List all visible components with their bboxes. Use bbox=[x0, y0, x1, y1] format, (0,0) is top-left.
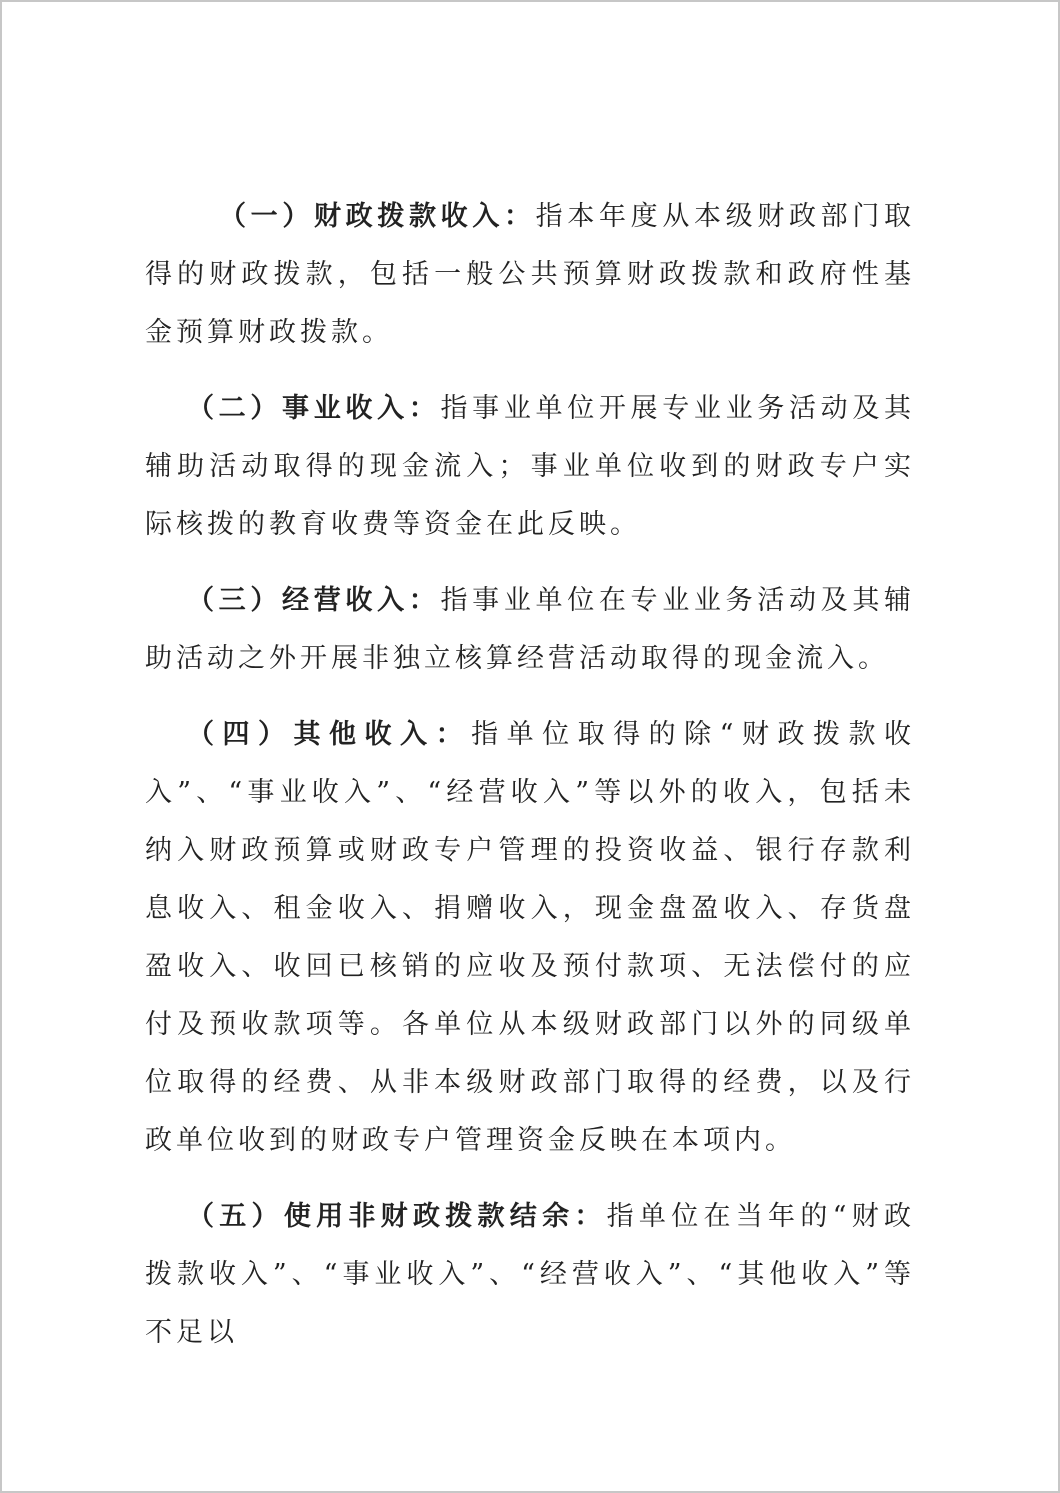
definition-text: 指单位取得的除“财政拨款收入”、“事业收入”、“经营收入”等以外的收入，包括未纳入财政预算或财政专户管理的投资收益、银行存款利息收入、租金收入、捐赠收入，现金盘盈收入、存货盘盈收入、收回已核销的应收及预付款项、无法偿付的应付及预收款项等。各单位从本级财政部门以外的同级单位取得的经费、从非本级财政部门取得的经费，以及行政单位收到的财政专户管理资金反映在本项内。 bbox=[145, 719, 915, 1156]
term-label: （二）事业收入： bbox=[187, 393, 441, 424]
definition-text: 指事业单位在专业业务活动及其辅助活动之外开展非独立核算经营活动取得的现金流入。 bbox=[145, 585, 916, 674]
paragraph-fiscal-appropriation-income bbox=[145, 188, 915, 362]
document-body bbox=[145, 188, 915, 1380]
term-label: （五）使用非财政拨款结余： bbox=[187, 1201, 607, 1232]
term-label: （四）其他收入： bbox=[187, 719, 472, 750]
paragraph-business-income bbox=[145, 380, 915, 554]
paragraph-other-income bbox=[145, 706, 915, 1170]
definition-text: 指事业单位开展专业业务活动及其辅助活动取得的现金流入；事业单位收到的财政专户实际核拨的教育收费等资金在此反映。 bbox=[145, 393, 916, 540]
definition-text: 指单位在当年的“财政拨款收入”、“事业收入”、“经营收入”、“其他收入”等不足以 bbox=[145, 1201, 915, 1348]
paragraph-operating-income bbox=[145, 572, 915, 688]
definition-text: 指本年度从本级财政部门取得的财政拨款，包括一般公共预算财政拨款和政府性基金预算财政拨款。 bbox=[145, 201, 916, 348]
term-label: （三）经营收入： bbox=[187, 585, 441, 616]
term-label: （一）财政拨款收入： bbox=[219, 201, 536, 232]
paragraph-non-fiscal-balance-use bbox=[145, 1188, 915, 1362]
